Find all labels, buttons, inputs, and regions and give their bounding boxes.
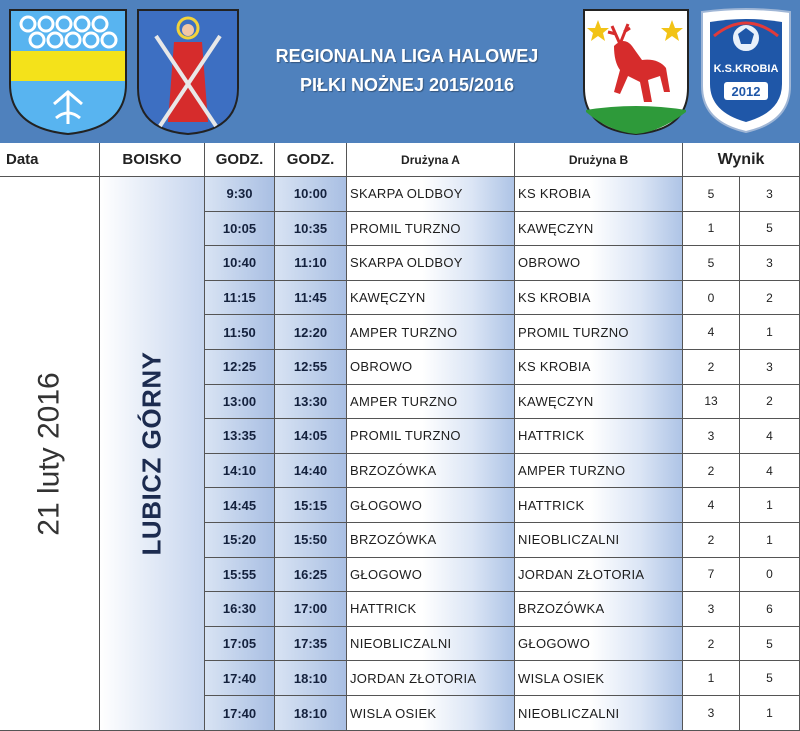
team-b: KS KROBIA [515,350,683,385]
score-b: 1 [740,696,800,731]
match-date: 21 luty 2016 [32,371,66,536]
team-b: KS KROBIA [515,177,683,212]
end-time: 15:15 [275,488,347,523]
team-b: BRZOZÓWKA [515,592,683,627]
field-cell [100,177,205,731]
start-time: 10:05 [205,212,275,247]
team-a: SKARPA OLDBOY [347,177,515,212]
score-a: 1 [683,661,740,696]
end-time: 10:00 [275,177,347,212]
page-title [242,42,572,100]
score-b: 1 [740,488,800,523]
start-time: 9:30 [205,177,275,212]
score-a: 2 [683,523,740,558]
score-b: 4 [740,454,800,489]
team-a: GŁOGOWO [347,558,515,593]
score-b: 2 [740,281,800,316]
start-time: 17:40 [205,696,275,731]
column-header-result: Wynik [683,143,800,177]
score-a: 5 [683,177,740,212]
end-time: 11:10 [275,246,347,281]
score-a: 3 [683,419,740,454]
team-b: WISLA OSIEK [515,661,683,696]
column-header-team-a: Drużyna A [347,143,515,177]
score-a: 3 [683,592,740,627]
start-time: 14:10 [205,454,275,489]
score-a: 2 [683,627,740,662]
team-b: NIEOBLICZALNI [515,523,683,558]
team-a: PROMIL TURZNO [347,212,515,247]
end-time: 14:05 [275,419,347,454]
start-time: 13:35 [205,419,275,454]
score-a: 1 [683,212,740,247]
team-b: AMPER TURZNO [515,454,683,489]
team-a: SKARPA OLDBOY [347,246,515,281]
start-time: 12:25 [205,350,275,385]
start-time: 17:40 [205,661,275,696]
start-time: 11:15 [205,281,275,316]
score-a: 7 [683,558,740,593]
score-b: 0 [740,558,800,593]
end-time: 17:00 [275,592,347,627]
date-cell [0,177,100,731]
team-a: BRZOZÓWKA [347,523,515,558]
column-header-team-b: Drużyna B [515,143,683,177]
start-time: 14:45 [205,488,275,523]
team-a: AMPER TURZNO [347,385,515,420]
score-b: 5 [740,661,800,696]
team-b: KAWĘCZYN [515,212,683,247]
end-time: 13:30 [275,385,347,420]
start-time: 17:05 [205,627,275,662]
badge-text-top: K.S.KROBIA [713,63,779,75]
start-time: 15:55 [205,558,275,593]
start-time: 16:30 [205,592,275,627]
team-a: WISLA OSIEK [347,696,515,731]
score-a: 13 [683,385,740,420]
club-badge-icon [698,6,794,136]
score-b: 5 [740,212,800,247]
score-b: 5 [740,627,800,662]
column-header-end: GODZ. [275,143,347,177]
end-time: 12:55 [275,350,347,385]
team-b: HATTRICK [515,419,683,454]
team-a: HATTRICK [347,592,515,627]
crest-icon [6,6,130,136]
team-b: OBROWO [515,246,683,281]
end-time: 15:50 [275,523,347,558]
crest-saint-icon [134,6,242,136]
start-time: 11:50 [205,315,275,350]
start-time: 15:20 [205,523,275,558]
title-line-1: REGIONALNA LIGA HALOWEJ [275,46,539,66]
score-a: 0 [683,281,740,316]
score-b: 3 [740,246,800,281]
score-a: 2 [683,350,740,385]
score-b: 3 [740,177,800,212]
team-b: HATTRICK [515,488,683,523]
score-b: 6 [740,592,800,627]
end-time: 12:20 [275,315,347,350]
end-time: 18:10 [275,696,347,731]
team-a: BRZOZÓWKA [347,454,515,489]
team-a: GŁOGOWO [347,488,515,523]
crest-deer-icon [580,6,692,136]
end-time: 10:35 [275,212,347,247]
score-a: 3 [683,696,740,731]
badge-text-year: 2012 [731,84,761,99]
field-name: LUBICZ GÓRNY [136,351,167,556]
end-time: 11:45 [275,281,347,316]
start-time: 13:00 [205,385,275,420]
score-b: 4 [740,419,800,454]
score-a: 4 [683,315,740,350]
start-time: 10:40 [205,246,275,281]
team-b: PROMIL TURZNO [515,315,683,350]
end-time: 16:25 [275,558,347,593]
schedule-table [0,143,800,731]
team-a: KAWĘCZYN [347,281,515,316]
header-banner [0,0,800,143]
score-b: 2 [740,385,800,420]
title-line-2: PIŁKI NOŻNEJ 2015/2016 [299,75,515,95]
end-time: 17:35 [275,627,347,662]
score-a: 4 [683,488,740,523]
team-a: OBROWO [347,350,515,385]
team-a: PROMIL TURZNO [347,419,515,454]
team-b: KS KROBIA [515,281,683,316]
score-a: 2 [683,454,740,489]
column-header-date: Data [0,143,100,177]
team-b: GŁOGOWO [515,627,683,662]
team-a: AMPER TURZNO [347,315,515,350]
score-b: 1 [740,523,800,558]
score-b: 3 [740,350,800,385]
score-b: 1 [740,315,800,350]
team-a: JORDAN ZŁOTORIA [347,661,515,696]
team-b: KAWĘCZYN [515,385,683,420]
team-b: JORDAN ZŁOTORIA [515,558,683,593]
score-a: 5 [683,246,740,281]
team-a: NIEOBLICZALNI [347,627,515,662]
team-b: NIEOBLICZALNI [515,696,683,731]
column-header-field: BOISKO [100,143,205,177]
column-header-start: GODZ. [205,143,275,177]
end-time: 14:40 [275,454,347,489]
end-time: 18:10 [275,661,347,696]
